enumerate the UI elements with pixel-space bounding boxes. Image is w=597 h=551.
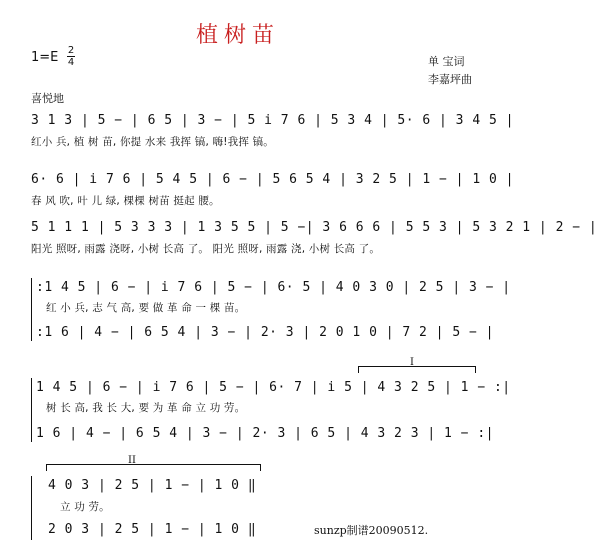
volta-label-1: I bbox=[410, 357, 414, 368]
time-signature bbox=[67, 46, 75, 67]
notation-line-5-lower: 1 6 | 4 − | 6 5 4 | 3 − | 2· 3 | 6 5 | 4 3 2 3 | 1 − :| bbox=[36, 426, 494, 441]
lyrics-line-1: 红小 兵, 植 树 苗, 你提 水来 我挥 镐, 嗨!我挥 镐。 bbox=[31, 136, 274, 148]
part-bracket bbox=[31, 278, 32, 341]
volta-bracket-1 bbox=[358, 366, 476, 373]
part-bracket bbox=[31, 476, 32, 540]
notation-line-6-lower: 2 0 3 | 2 5 | 1 − | 1 0 ‖ bbox=[48, 522, 257, 537]
key-signature: 1=E bbox=[31, 50, 59, 65]
time-signature-top: 2 bbox=[67, 45, 75, 56]
notation-line-1: 3 1 3 | 5 − | 6 5 | 3 − | 5 i 7 6 | 5 3 4 | 5· 6 | 3 4 5 | bbox=[31, 113, 514, 128]
notation-line-3: 5 1 1 1 | 5 3 3 3 | 1 3 5 5 | 5 −| 3 6 6 6 | 5 5 3 | 5 3 2 1 | 2 − | bbox=[31, 220, 597, 235]
composer-credit: 李嘉坪曲 bbox=[428, 73, 472, 86]
time-signature-bottom: 4 bbox=[67, 57, 75, 68]
lyrics-line-6: 立 功 劳。 bbox=[60, 501, 110, 513]
notation-line-4-lower: :1 6 | 4 − | 6 5 4 | 3 − | 2· 3 | 2 0 1 0 | 7 2 | 5 − | bbox=[36, 325, 494, 340]
lyrics-line-5: 树 长 高, 我 长 大, 要 为 革 命 立 功 劳。 bbox=[46, 402, 246, 414]
volta-bracket-2 bbox=[46, 464, 261, 471]
notation-line-2: 6· 6 | i 7 6 | 5 4 5 | 6 − | 5 6 5 4 | 3 2 5 | 1 − | 1 0 | bbox=[31, 172, 514, 187]
volta-label-2: II bbox=[128, 455, 136, 466]
part-bracket bbox=[31, 378, 32, 442]
lyrics-line-2: 春 风 吹, 叶 儿 绿, 棵棵 树苗 挺起 腰。 bbox=[31, 195, 220, 207]
notation-line-6-upper: 4 0 3 | 2 5 | 1 − | 1 0 ‖ bbox=[48, 478, 257, 493]
footer-credit: sunzp制谱20090512. bbox=[314, 524, 429, 537]
tempo-mood: 喜悦地 bbox=[31, 92, 64, 105]
lyricist-credit: 单 宝词 bbox=[428, 55, 465, 68]
notation-line-5-upper: 1 4 5 | 6 − | i 7 6 | 5 − | 6· 7 | i 5 | 4 3 2 5 | 1 − :| bbox=[36, 380, 511, 395]
song-title: 植树苗 bbox=[196, 23, 281, 48]
lyrics-line-4: 红 小 兵, 志 气 高, 要 做 革 命 一 棵 苗。 bbox=[46, 302, 246, 314]
lyrics-line-3: 阳光 照呀, 雨露 浇呀, 小树 长高 了。 阳光 照呀, 雨露 浇, 小树 长高 了。 bbox=[31, 243, 381, 255]
notation-line-4-upper: :1 4 5 | 6 − | i 7 6 | 5 − | 6· 5 | 4 0 3 0 | 2 5 | 3 − | bbox=[36, 280, 511, 295]
